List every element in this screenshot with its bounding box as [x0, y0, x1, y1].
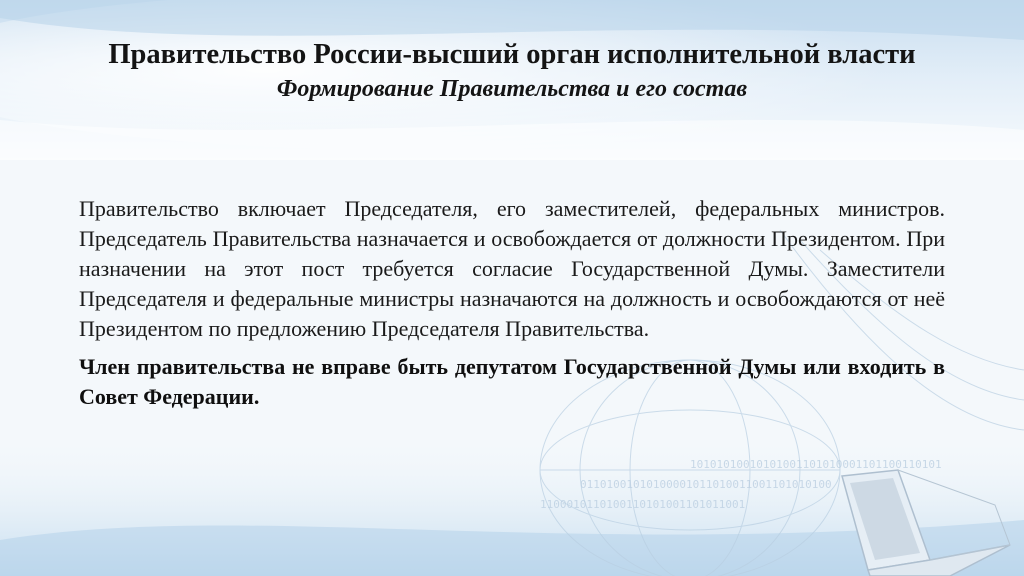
slide-title: Правительство России-высший орган исполнительной власти: [108, 39, 916, 70]
slide-subtitle: Формирование Правительства и его состав: [276, 76, 748, 102]
slide-title-block: [60, 36, 964, 105]
binary-string: 1100010110100110101001101011001: [540, 498, 746, 511]
binary-digits-decoration: [540, 455, 1020, 515]
binary-string: 10101010010101001101010001101100110101: [690, 458, 942, 471]
binary-string: 01101001010100001011010011001101010100: [580, 478, 832, 491]
body-paragraph: Правительство включает Председателя, его заместителей, федеральных министров. Председатель Правительства назначается и освобождается от должности Президентом. При назначении на этот пост требуется согласие Государственной Думы. Заместители Председателя и федеральные министры назначаются на должность и освобождаются от неё Президентом по предложению Председателя Правительства.: [79, 196, 945, 341]
body-paragraph-emphasis: Член правительства не вправе быть депутатом Государственной Думы или входить в Совет Федерации.: [79, 354, 945, 409]
slide-body: [79, 194, 945, 412]
